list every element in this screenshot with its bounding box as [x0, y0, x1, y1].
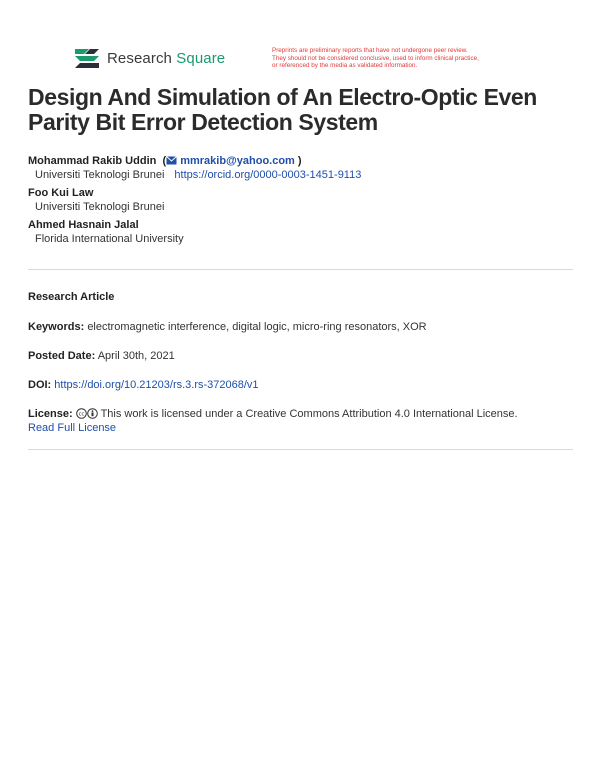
- posted-date-value: April 30th, 2021: [97, 350, 175, 362]
- license-text: This work is licensed under a Creative Commons Attribution 4.0 International License.: [100, 408, 518, 420]
- doi-row: [28, 378, 573, 392]
- research-square-logo-icon: [73, 47, 101, 69]
- article-type: [28, 290, 573, 304]
- author-2-affiliation: Universiti Teknologi Brunei: [35, 201, 165, 213]
- license-label: License:: [28, 408, 73, 420]
- svg-text:cc: cc: [78, 411, 85, 418]
- logo-wordmark: [107, 50, 225, 67]
- notice-line-2: They should not be considered conclusive, used to inform clinical practice,: [272, 54, 479, 62]
- posted-date-row: [28, 349, 573, 363]
- paper-title: Design And Simulation of An Electro-Optic Even Parity Bit Error Detection System: [28, 84, 537, 135]
- envelope-icon: [166, 156, 177, 165]
- read-full-license-link[interactable]: Read Full License: [28, 422, 117, 434]
- author-list: [28, 154, 573, 250]
- posted-date-label: Posted Date:: [28, 350, 96, 362]
- author-1-email-link[interactable]: [166, 155, 295, 167]
- divider-bottom: [28, 449, 573, 450]
- research-square-logo[interactable]: [73, 47, 225, 69]
- doi-link[interactable]: https://doi.org/10.21203/rs.3.rs-372068/v1: [54, 379, 259, 391]
- logo-word-square: Square: [176, 49, 226, 67]
- author-3-name: Ahmed Hasnain Jalal: [28, 219, 139, 231]
- author-1-email: mmrakib@yahoo.com: [180, 155, 295, 167]
- attribution-icon: [87, 408, 98, 419]
- notice-line-3: or referenced by the media as validated information.: [272, 62, 418, 70]
- notice-line-1: Preprints are preliminary reports that have not undergone peer review.: [272, 47, 468, 54]
- keywords-label: Keywords:: [28, 321, 85, 333]
- preprint-notice: [272, 47, 542, 70]
- author-1-orcid-link[interactable]: https://orcid.org/0000-0003-1451-9113: [174, 169, 362, 181]
- keywords-value: electromagnetic interference, digital logic, micro-ring resonators, XOR: [87, 321, 427, 333]
- divider-top: [28, 269, 573, 270]
- author-1-name: Mohammad Rakib Uddin: [28, 155, 157, 167]
- article-type-label: Research Article: [28, 291, 115, 303]
- doi-label: DOI:: [28, 379, 52, 391]
- keywords-row: [28, 320, 573, 334]
- license-row: [28, 407, 573, 435]
- author-2-name: Foo Kui Law: [28, 187, 94, 199]
- author-1-affiliation-row: [28, 168, 573, 182]
- author-1: Mohammad Rakib Uddin ( mmrakib@yahoo.com ): [28, 155, 302, 167]
- author-1-affiliation: Universiti Teknologi Brunei: [35, 169, 165, 181]
- logo-word-research: Research: [107, 49, 172, 67]
- author-3-affiliation: Florida International University: [35, 233, 184, 245]
- creative-commons-icon: [76, 408, 87, 419]
